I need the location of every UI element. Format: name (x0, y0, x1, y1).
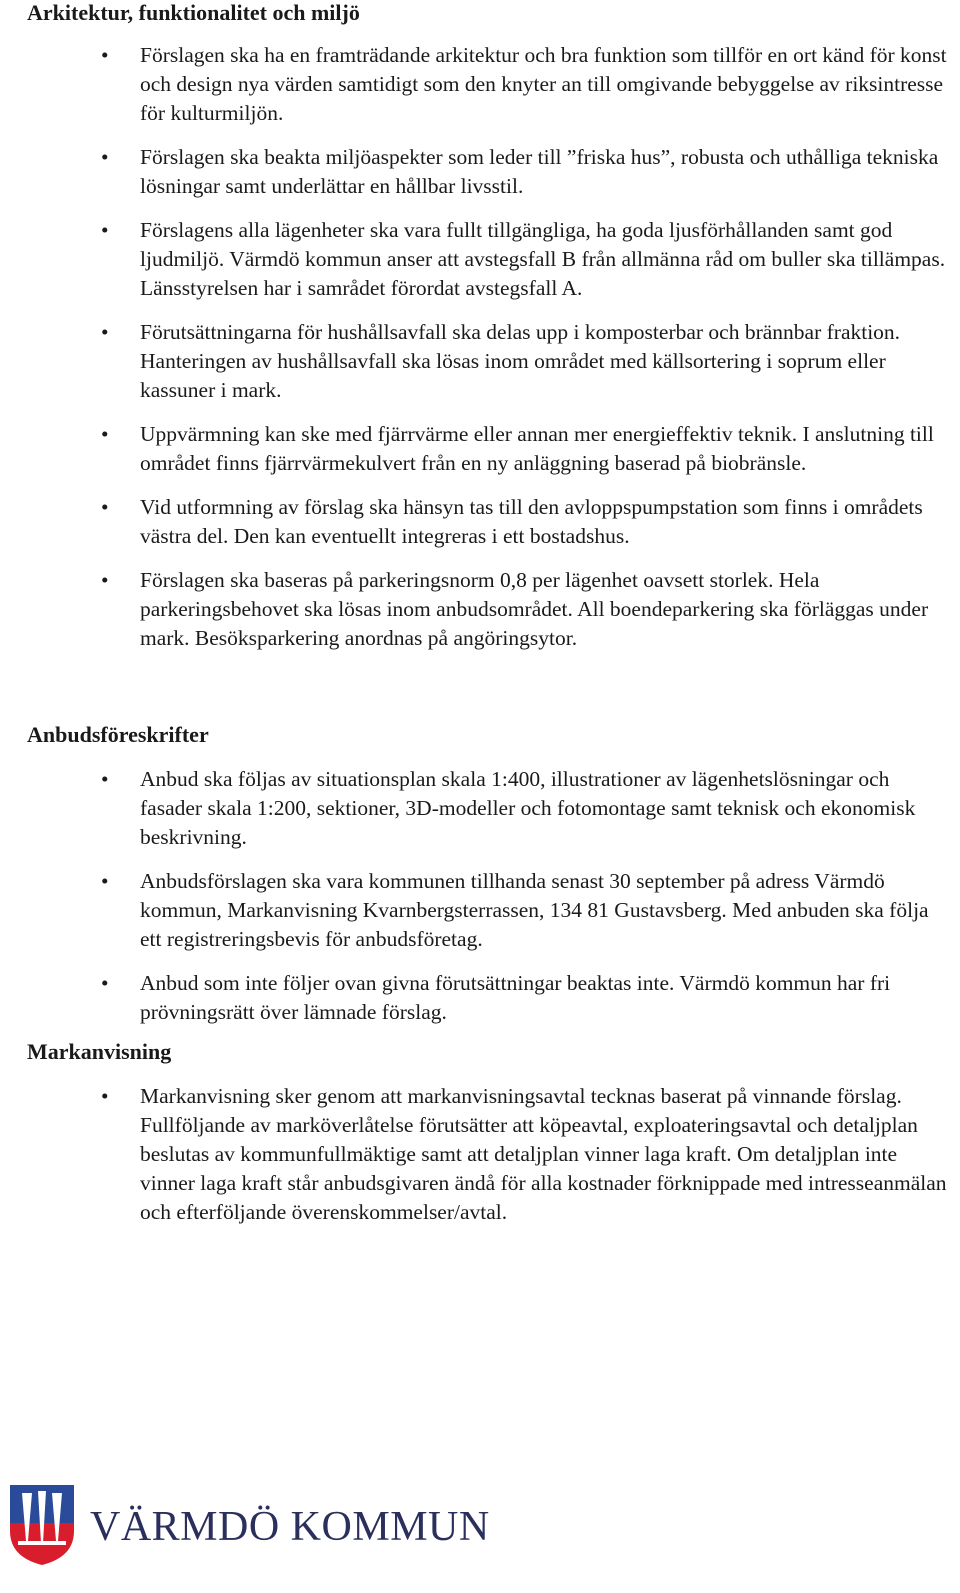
list-item-text: Markanvisning sker genom att markanvisningsavtal tecknas baserat på vinnande förslag. Fullföljande av marköverlåtelse förutsätter att köpeavtal, exploateringsavtal och detaljplan beslutas av kommunfullmäktige samt att detaljplan vinner laga kraft. Om detaljplan inte vinner laga kraft står anbudsgivaren ändå för alla kostnader förknippade med intresseanmälan och efterföljande överenskommelser/avtal. (140, 1084, 947, 1224)
bullet-list-arkitektur (0, 41, 960, 653)
section-heading-markanvisning: Markanvisning (27, 1039, 172, 1064)
bullet-icon: • (101, 145, 109, 169)
logo-wordmark: VÄRMDÖ KOMMUN (90, 1504, 490, 1550)
bullet-list-markanvisning (0, 1082, 960, 1227)
bullet-icon: • (101, 422, 109, 446)
section-heading-arkitektur: Arkitektur, funktionalitet och miljö (27, 0, 360, 25)
list-item (0, 1082, 960, 1227)
coat-of-arms-icon (10, 1485, 74, 1565)
list-item-text: Uppvärmning kan ske med fjärrvärme eller annan mer energieffektiv teknik. I anslutning till området finns fjärrvärmekulvert från en ny anläggning baserad på biobränsle. (140, 422, 934, 475)
list-item-text: Anbud ska följas av situationsplan skala 1:400, illustrationer av lägenhetslösningar och fasader skala 1:200, sektioner, 3D-modeller och fotomontage samt teknisk och ekonomisk beskrivning. (140, 767, 916, 849)
bullet-icon: • (101, 320, 109, 344)
list-item (0, 143, 960, 201)
list-item (0, 867, 960, 954)
list-item-text: Förslagen ska ha en framträdande arkitektur och bra funktion som tillför en ort känd för konst och design nya värden samtidigt som den knyter an till omgivande bebyggelse av riksintresse för kulturmiljön. (140, 43, 947, 125)
list-item-text: Förutsättningarna för hushållsavfall ska delas upp i komposterbar och brännbar fraktion. Hanteringen av hushållsavfall ska lösas inom området med källsortering i soprum eller kassuner i mark. (140, 320, 901, 402)
bullet-icon: • (101, 869, 109, 893)
list-item (0, 41, 960, 128)
list-item-text: Vid utformning av förslag ska hänsyn tas till den avloppspumpstation som finns i områdets västra del. Den kan eventuellt integreras i ett bostadshus. (140, 495, 923, 548)
list-item (0, 969, 960, 1027)
list-item (0, 318, 960, 405)
list-item (0, 765, 960, 852)
list-item-text: Anbud som inte följer ovan givna förutsättningar beaktas inte. Värmdö kommun har fri prövningsrätt över lämnade förslag. (140, 971, 891, 1024)
bullet-icon: • (101, 767, 109, 791)
list-item (0, 566, 960, 653)
list-item-text: Förslagen ska baseras på parkeringsnorm 0,8 per lägenhet oavsett storlek. Hela parkeringsbehovet ska lösas inom anbudsområdet. All boendeparkering ska förläggas under mark. Besöksparkering anordnas på angöringsytor. (140, 568, 929, 650)
list-item-text: Anbudsförslagen ska vara kommunen tillhanda senast 30 september på adress Värmdö kommun, Markanvisning Kvarnbergsterrassen, 134 81 Gustavsberg. Med anbuden ska följa ett registreringsbevis för anbudsföretag. (140, 869, 929, 951)
bullet-icon: • (101, 495, 109, 519)
bullet-icon: • (101, 218, 109, 242)
list-item (0, 216, 960, 303)
bullet-icon: • (101, 568, 109, 592)
bullet-icon: • (101, 971, 109, 995)
bullet-icon: • (101, 43, 109, 67)
list-item-text: Förslagens alla lägenheter ska vara fullt tillgängliga, ha goda ljusförhållanden samt god ljudmiljö. Värmdö kommun anser att avstegsfall B från allmänna råd om buller ska tillämpas. Länsstyrelsen har i samrådet förordat avstegsfall A. (140, 218, 946, 300)
bullet-list-anbudsforeskrifter (0, 765, 960, 1027)
list-item-text: Förslagen ska beakta miljöaspekter som leder till ”friska hus”, robusta och uthålliga tekniska lösningar samt underlättar en hållbar livsstil. (140, 145, 939, 198)
list-item (0, 420, 960, 478)
list-item (0, 493, 960, 551)
bullet-icon: • (101, 1084, 109, 1108)
section-heading-anbudsforeskrifter: Anbudsföreskrifter (27, 722, 209, 747)
